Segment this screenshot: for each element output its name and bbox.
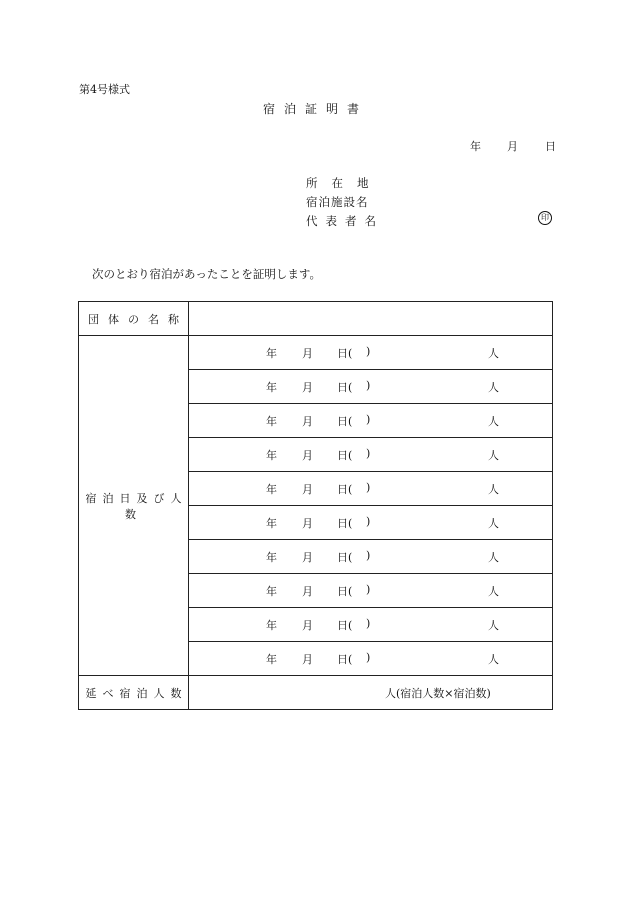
total-field[interactable] [189, 676, 553, 710]
stay-month-label: 月 [302, 585, 313, 598]
stay-label-cell [79, 336, 189, 676]
stay-person-unit: 人 [488, 653, 499, 666]
stay-year-label: 年 [266, 415, 277, 428]
stay-weekday-paren: ) [366, 651, 371, 664]
stay-day-label: 日( [337, 551, 353, 564]
stay-year-label: 年 [266, 619, 277, 632]
stay-weekday-paren: ) [366, 549, 371, 562]
stay-date-field[interactable] [189, 472, 553, 506]
total-unit: 人(宿泊人数×宿泊数) [385, 687, 491, 700]
stay-day-label: 日( [337, 517, 353, 530]
stay-date-field[interactable] [189, 404, 553, 438]
stay-weekday-paren: ) [366, 345, 371, 358]
stay-day-label: 日( [337, 415, 353, 428]
org-name-row [79, 302, 553, 336]
stay-person-unit: 人 [488, 483, 499, 496]
stay-weekday-paren: ) [366, 447, 371, 460]
stay-date-field[interactable] [189, 336, 553, 370]
total-label: 延べ宿泊人数 [85, 686, 188, 700]
issuer-location-label: 所在地 [306, 176, 383, 190]
stay-year-label: 年 [266, 347, 277, 360]
stay-day-label: 日( [337, 347, 353, 360]
stay-date-field[interactable] [189, 370, 553, 404]
certification-statement: 次のとおり宿泊があったことを証明します。 [92, 267, 321, 281]
stay-month-label: 月 [302, 381, 313, 394]
certificate-table [78, 301, 553, 710]
issue-date-year: 年 [470, 140, 481, 153]
stay-month-label: 月 [302, 483, 313, 496]
stay-year-label: 年 [266, 517, 277, 530]
issue-date [470, 138, 556, 154]
stay-day-label: 日( [337, 483, 353, 496]
document-title: 宿泊証明書 [263, 102, 369, 116]
stay-person-unit: 人 [488, 415, 499, 428]
stay-person-unit: 人 [488, 619, 499, 632]
stay-month-label: 月 [302, 653, 313, 666]
stay-month-label: 月 [302, 619, 313, 632]
org-name-field[interactable] [189, 302, 553, 336]
stay-date-field[interactable] [189, 540, 553, 574]
org-name-label-cell [79, 302, 189, 336]
stay-month-label: 月 [302, 551, 313, 564]
stay-date-field[interactable] [189, 506, 553, 540]
stay-person-unit: 人 [488, 381, 499, 394]
stay-person-unit: 人 [488, 449, 499, 462]
stay-year-label: 年 [266, 483, 277, 496]
stay-day-label: 日( [337, 449, 353, 462]
stay-day-label: 日( [337, 653, 353, 666]
stay-month-label: 月 [302, 449, 313, 462]
stay-weekday-paren: ) [366, 583, 371, 596]
stay-weekday-paren: ) [366, 379, 371, 392]
stay-year-label: 年 [266, 653, 277, 666]
stay-row [79, 336, 553, 370]
total-label-cell [79, 676, 189, 710]
issue-date-day: 日 [545, 140, 556, 153]
issue-date-month: 月 [507, 140, 518, 153]
stay-month-label: 月 [302, 517, 313, 530]
stay-year-label: 年 [266, 585, 277, 598]
org-name-label: 団体の名称 [88, 312, 188, 326]
stay-date-field[interactable] [189, 438, 553, 472]
stay-person-unit: 人 [488, 517, 499, 530]
stay-weekday-paren: ) [366, 617, 371, 630]
stay-month-label: 月 [302, 415, 313, 428]
stay-year-label: 年 [266, 381, 277, 394]
stay-year-label: 年 [266, 449, 277, 462]
issuer-facility-label: 宿泊施設名 [306, 195, 369, 209]
form-number: 第4号様式 [79, 83, 130, 96]
stay-person-unit: 人 [488, 585, 499, 598]
issuer-representative-label: 代表者名 [306, 214, 384, 228]
stay-day-label: 日( [337, 619, 353, 632]
stay-person-unit: 人 [488, 347, 499, 360]
stay-date-field[interactable] [189, 642, 553, 676]
stay-day-label: 日( [337, 381, 353, 394]
stay-date-field[interactable] [189, 574, 553, 608]
stay-label: 宿泊日及び人数 [85, 491, 188, 521]
seal-icon: 印 [538, 211, 552, 225]
stay-date-field[interactable] [189, 608, 553, 642]
stay-day-label: 日( [337, 585, 353, 598]
stay-month-label: 月 [302, 347, 313, 360]
stay-weekday-paren: ) [366, 481, 371, 494]
stay-weekday-paren: ) [366, 515, 371, 528]
stay-year-label: 年 [266, 551, 277, 564]
total-row [79, 676, 553, 710]
stay-weekday-paren: ) [366, 413, 371, 426]
stay-person-unit: 人 [488, 551, 499, 564]
